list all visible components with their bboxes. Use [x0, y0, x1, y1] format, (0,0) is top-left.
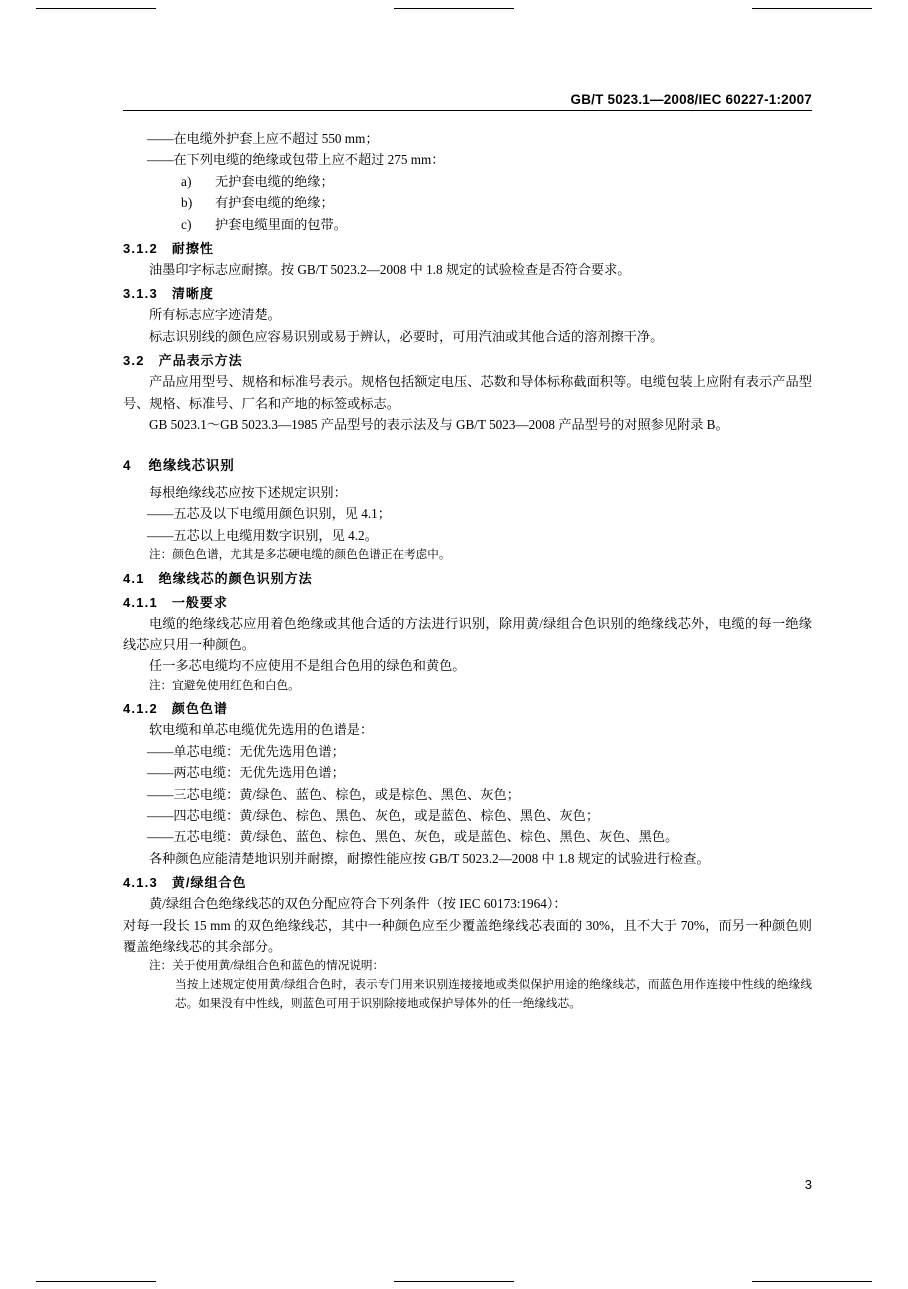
- list-item: [123, 171, 812, 192]
- paragraph: 黄/绿组合色绝缘线芯的双色分配应符合下列条件（按 IEC 60173:1964）：: [149, 896, 567, 912]
- paragraph: 所有标志应字迹清楚。: [149, 307, 281, 323]
- clause-title: 绝缘线芯的颜色识别方法: [158, 570, 313, 586]
- list-item: ——五芯电缆：黄/绿色、蓝色、棕色、黑色、灰色，或是蓝色、棕色、黑色、灰色、黑色。: [147, 829, 679, 845]
- page-header: [123, 92, 812, 111]
- paragraph: 标志识别线的颜色应容易识别或易于辨认，必要时，可用汽油或其他合适的溶剂擦干净。: [149, 328, 664, 344]
- paragraph: GB 5023.1～GB 5023.3—1985 产品型号的表示法及与 GB/T 5023—2008 产品型号的对照参见附录 B。: [149, 416, 729, 432]
- clause-title: 黄/绿组合色: [171, 875, 247, 891]
- list-item: ——在电缆外护套上应不超过 550 mm；: [147, 131, 379, 146]
- list-item-text: 无护套电缆的绝缘；: [215, 173, 334, 189]
- standard-code: GB/T 5023.1—2008/IEC 60227-1:2007: [570, 92, 812, 107]
- clause-number: 4.1.1: [123, 594, 158, 610]
- clause-title: 清晰度: [171, 286, 214, 302]
- list-item-label: b): [181, 195, 193, 211]
- paragraph: 软电缆和单芯电缆优先选用的色谱是：: [149, 722, 374, 738]
- clause-title: 颜色色谱: [171, 701, 228, 717]
- clause-title: 一般要求: [171, 594, 228, 610]
- list-item: ——四芯电缆：黄/绿色、棕色、黑色、灰色，或是蓝色、棕色、黑色、灰色；: [147, 807, 600, 823]
- clause-number: 3.1.3: [123, 286, 158, 302]
- clause-title: 绝缘线芯识别: [148, 458, 235, 474]
- clause-heading-4-1-3: [123, 872, 812, 893]
- list-item-text: 有护套电缆的绝缘；: [215, 195, 334, 211]
- list-item-label: c): [181, 216, 192, 232]
- clause-number: 3.2: [123, 353, 145, 369]
- paragraph: 各种颜色应能清楚地识别并耐擦，耐擦性能应按 GB/T 5023.2—2008 中 1.8 规定的试验进行检查。: [149, 850, 710, 866]
- paragraph: 对每一段长 15 mm 的双色绝缘线芯，其中一种颜色应至少覆盖绝缘线芯表面的 30%，且不大于 70%，而另一种颜色则覆盖绝缘线芯的其余部分。: [123, 917, 812, 954]
- paragraph: 电缆的绝缘线芯应用着色绝缘或其他合适的方法进行识别，除用黄/绿组合色识别的绝缘线芯外，电缆的每一绝缘线芯应只用一种颜色。: [123, 615, 812, 653]
- list-item: ——在下列电缆的绝缘或包带上应不超过 275 mm：: [147, 152, 445, 168]
- note: 注：宜避免使用红色和白色。: [149, 678, 300, 692]
- paragraph: 每根绝缘线芯应按下述规定识别：: [149, 484, 347, 500]
- clause-heading-3-1-3: [123, 283, 812, 304]
- page-content: [123, 128, 812, 1013]
- clause-heading-4-1-2: [123, 698, 812, 719]
- clause-title: 产品表示方法: [158, 353, 243, 369]
- paragraph: 油墨印字标志应耐擦。按 GB/T 5023.2—2008 中 1.8 规定的试验检查是否符合要求。: [149, 261, 631, 277]
- clause-heading-4-1: [123, 568, 812, 589]
- list-item: ——三芯电缆：黄/绿色、蓝色、棕色，或是棕色、黑色、灰色；: [147, 786, 520, 802]
- paragraph: 任一多芯电缆均不应使用不是组合色用的绿色和黄色。: [149, 658, 466, 674]
- clause-heading-3-2: [123, 350, 812, 371]
- list-item: ——单芯电缆：无优先选用色谱；: [147, 743, 345, 759]
- clause-heading-3-1-2: [123, 238, 812, 259]
- clause-number: 3.1.2: [123, 240, 158, 256]
- list-item: ——两芯电缆：无优先选用色谱；: [147, 765, 345, 781]
- clause-heading-4-1-1: [123, 592, 812, 613]
- list-item: ——五芯以上电缆用数字识别，见 4.2。: [147, 527, 378, 543]
- paragraph: 产品应用型号、规格和标准号表示。规格包括额定电压、芯数和导体标称截面积等。电缆包装上应附有表示产品型号、规格、标准号、厂名和产地的标签或标志。: [123, 374, 812, 411]
- clause-number: 4.1.3: [123, 875, 158, 891]
- clause-number: 4.1.2: [123, 701, 158, 717]
- clause-title: 耐擦性: [171, 240, 214, 256]
- list-item: ——五芯及以下电缆用颜色识别，见 4.1；: [147, 506, 391, 522]
- note-body: 当按上述规定使用黄/绿组合色时，表示专门用来识别连接接地或类似保护用途的绝缘线芯，而蓝色用作连接中性线的绝缘线芯。如果没有中性线，则蓝色可用于识别除接地或保护导体外的任一绝缘线芯。: [175, 977, 812, 1010]
- clause-number: 4: [123, 458, 131, 474]
- note: 注：关于使用黄/绿组合色和蓝色的情况说明：: [149, 959, 385, 973]
- list-item: [123, 192, 812, 213]
- clause-number: 4.1: [123, 570, 145, 586]
- page-number: 3: [804, 1177, 812, 1192]
- note: 注：颜色色谱，尤其是多芯硬电缆的颜色色谱正在考虑中。: [149, 548, 451, 562]
- list-item-text: 护套电缆里面的包带。: [215, 216, 347, 232]
- list-item-label: a): [181, 173, 192, 189]
- clause-heading-4: [123, 455, 812, 477]
- list-item: [123, 214, 812, 235]
